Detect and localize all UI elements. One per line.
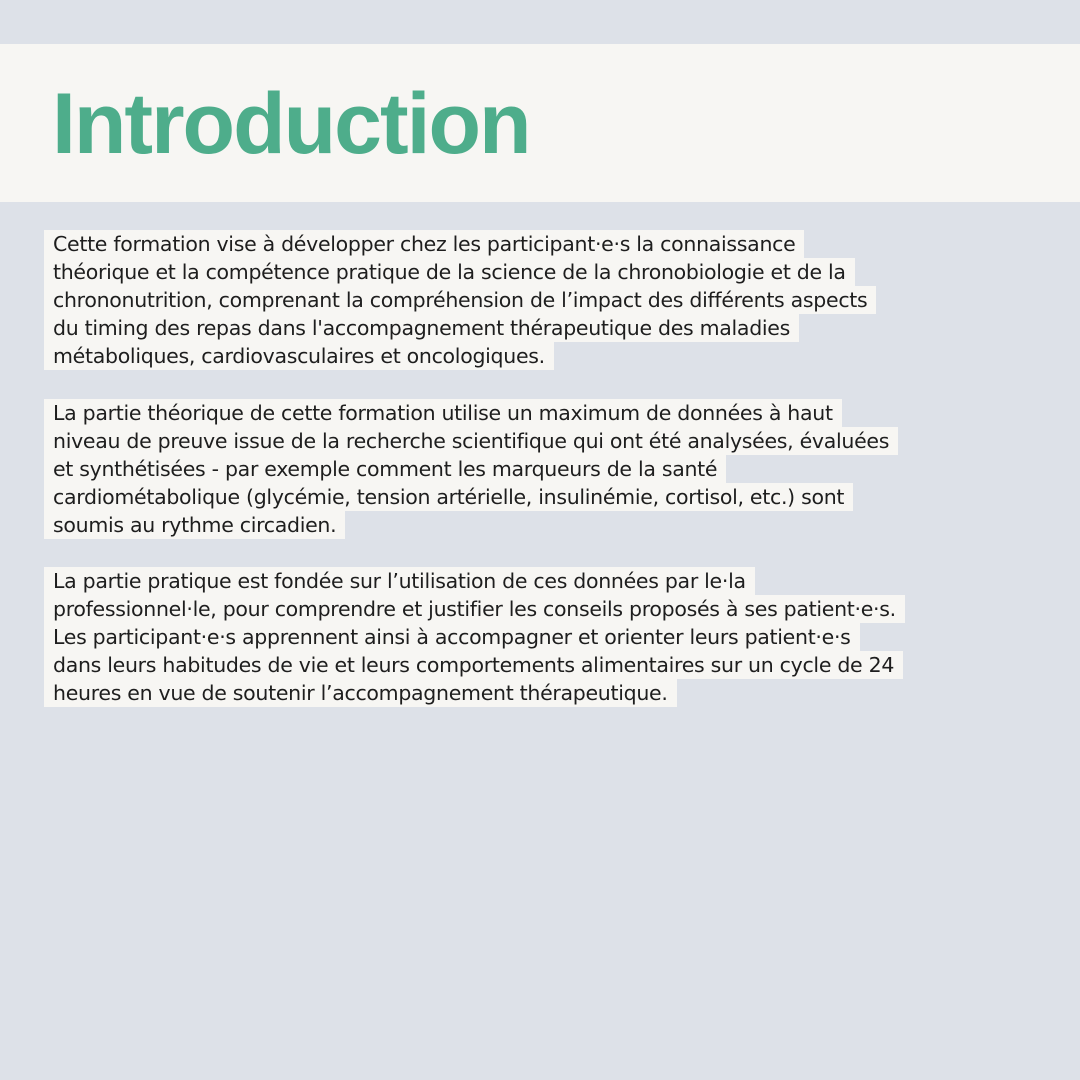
text-line: théorique et la compétence pratique de la science de la chronobiologie et de la <box>44 258 855 286</box>
paragraph-practice <box>44 567 905 707</box>
text-line: soumis au rythme circadien. <box>44 511 345 539</box>
text-line: Cette formation vise à développer chez les participant·e·s la connaissance <box>44 230 804 258</box>
paragraph-intro <box>44 230 876 370</box>
text-line: cardiométabolique (glycémie, tension artérielle, insulinémie, cortisol, etc.) sont <box>44 483 853 511</box>
text-line: chrononutrition, comprenant la compréhension de l’impact des différents aspects <box>44 286 876 314</box>
text-line: métaboliques, cardiovasculaires et oncologiques. <box>44 342 554 370</box>
text-line: niveau de preuve issue de la recherche scientifique qui ont été analysées, évaluées <box>44 427 898 455</box>
text-line: heures en vue de soutenir l’accompagnement thérapeutique. <box>44 679 677 707</box>
text-line: professionnel·le, pour comprendre et justifier les conseils proposés à ses patient·e·s. <box>44 595 905 623</box>
text-line: dans leurs habitudes de vie et leurs comportements alimentaires sur un cycle de 24 <box>44 651 903 679</box>
text-line: La partie théorique de cette formation utilise un maximum de données à haut <box>44 399 842 427</box>
paragraph-theory <box>44 399 898 539</box>
page-title: Introduction <box>52 76 530 172</box>
text-line: et synthétisées - par exemple comment les marqueurs de la santé <box>44 455 726 483</box>
text-line: La partie pratique est fondée sur l’utilisation de ces données par le·la <box>44 567 755 595</box>
text-line: Les participant·e·s apprennent ainsi à accompagner et orienter leurs patient·e·s <box>44 623 860 651</box>
text-line: du timing des repas dans l'accompagnement thérapeutique des maladies <box>44 314 799 342</box>
